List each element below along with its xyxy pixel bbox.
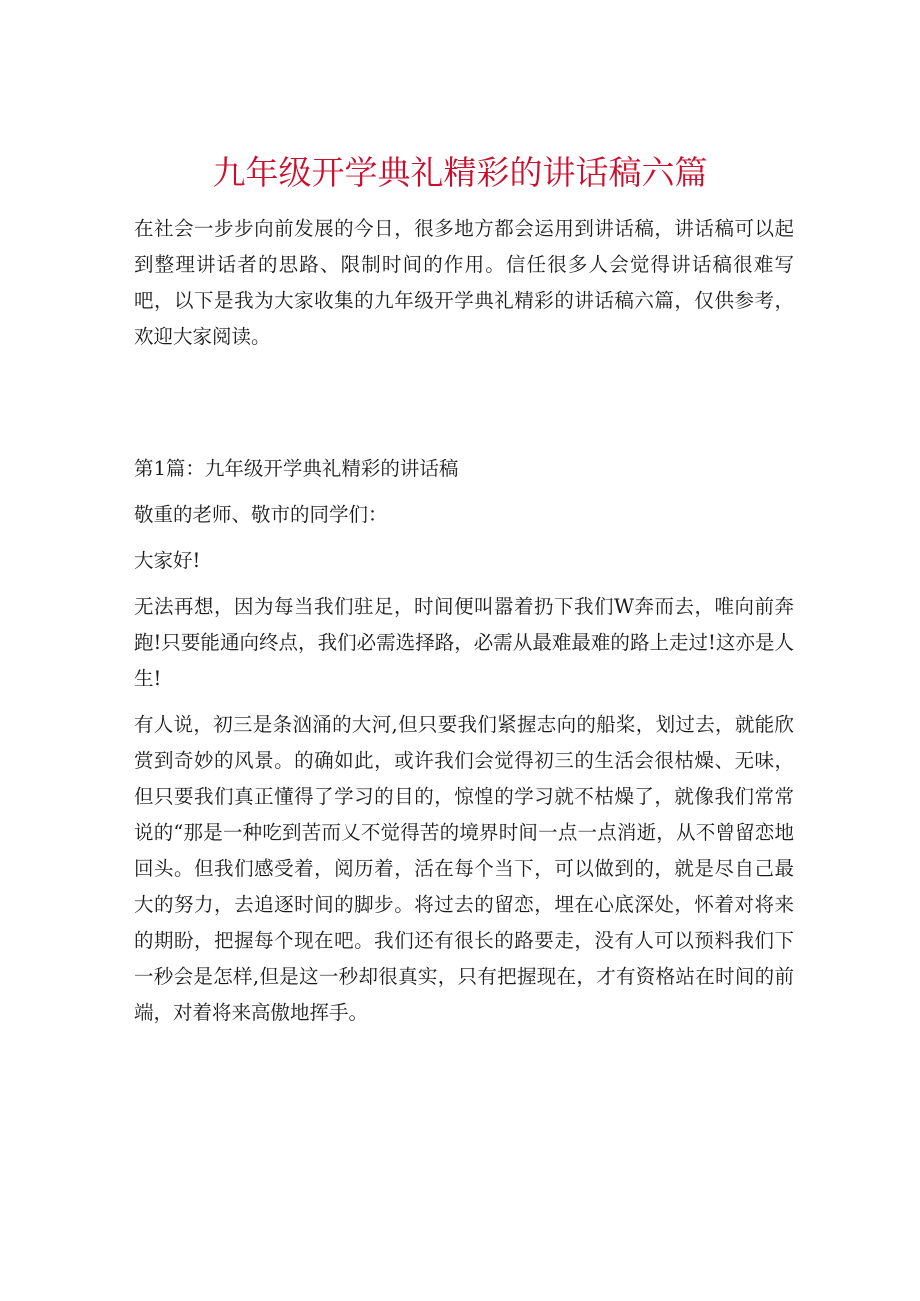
section-heading: 第1篇：九年级开学典礼精彩的讲话稿 <box>134 457 459 480</box>
body-paragraph: 有人说，初三是条汹涌的大河,但只要我们紧握志向的船桨，划过去，就能欣赏到奇妙的风景。的确如此，或许我们会觉得初三的生活会很枯燥、无味，但只要我们真正懂得了学习的目的，惊惶的学习就不枯燥了，就像我们常常说的“那是一种吃到苦而乂不觉得苦的境界时间一点一点消逝，从不曾留恋地回头。但我们感受着，阅历着，活在每个当下，可以做到的，就是尽自己最大的努力，去追逐时间的脚步。将过去的留恋，埋在心底深处，怀着对将来的期盼，把握每个现在吧。我们还有很长的路要走，没有人可以预料我们下一秒会是怎样,但是这一秒却很真实，只有把握现在，才有资格站在时间的前端，对着将来高傲地挥手。 <box>134 713 794 1024</box>
salutation: 敬重的老师、敬市的同学们： <box>134 503 388 526</box>
section-1 <box>134 451 794 1041</box>
document-title: 九年级开学典礼精彩的讲话稿六篇 <box>212 153 708 193</box>
intro-paragraph: 在社会一步步向前发展的今日，很多地方都会运用到讲话稿，讲话稿可以起到整理讲话者的思路、限制时间的作用。信任很多人会觉得讲话稿很难写吧，以下是我为大家收集的九年级开学典礼精彩的讲话稿六篇，仅供参考，欢迎大家阅读。 <box>134 217 794 348</box>
greeting: 大家好! <box>134 549 201 572</box>
body-paragraph: 无法再想，因为每当我们驻足，时间便叫嚣着扔下我们W奔而去，唯向前奔跑!只要能通向终点，我们必需选择路，必需从最难最难的路上走过!这亦是人生! <box>134 595 794 690</box>
